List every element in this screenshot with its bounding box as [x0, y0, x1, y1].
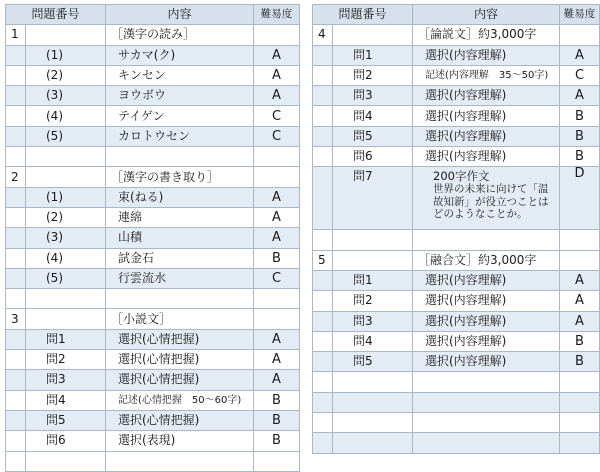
question-content: ［漢字の読み］: [106, 25, 254, 45]
difficulty-grade: B: [254, 390, 300, 410]
section-number: [6, 187, 26, 207]
question-content: [413, 167, 560, 230]
table-row: [6, 106, 300, 126]
table-row: [6, 451, 300, 471]
question-content: ［小説文］: [106, 309, 254, 329]
section-number: [313, 392, 333, 412]
question-number: 問7: [333, 167, 413, 230]
question-number: 問2: [333, 65, 413, 85]
difficulty-grade: A: [560, 291, 600, 311]
table-row: [313, 126, 600, 146]
question-content: 束(ねる): [106, 187, 254, 207]
section-number: [313, 331, 333, 351]
question-number: (4): [26, 106, 106, 126]
question-number: (2): [26, 207, 106, 227]
difficulty-grade: A: [254, 370, 300, 390]
table-row: [6, 350, 300, 370]
header-content: 内容: [106, 5, 254, 25]
section-number: [313, 86, 333, 106]
section-number: [313, 106, 333, 126]
section-number: [313, 147, 333, 167]
difficulty-grade: A: [254, 207, 300, 227]
section-number: [6, 228, 26, 248]
difficulty-grade: B: [560, 126, 600, 146]
table-row: [313, 230, 600, 250]
section-number: [6, 147, 26, 167]
header-question-number: 問題番号: [6, 5, 106, 25]
section-number: [6, 45, 26, 65]
header-content: 内容: [413, 5, 560, 25]
question-number: (5): [26, 268, 106, 288]
table-row: [6, 410, 300, 430]
header-question-number: 問題番号: [313, 5, 413, 25]
table-row: [313, 311, 600, 331]
question-number: [333, 230, 413, 250]
table-row: [313, 433, 600, 453]
question-number: 問4: [333, 331, 413, 351]
difficulty-grade: [254, 147, 300, 167]
section-number: [6, 350, 26, 370]
question-number: 問5: [26, 410, 106, 430]
difficulty-grade: B: [560, 331, 600, 351]
section-number: [313, 372, 333, 392]
difficulty-grade: B: [254, 410, 300, 430]
question-number: [333, 433, 413, 453]
question-number: 問1: [333, 270, 413, 290]
question-number: (2): [26, 65, 106, 85]
table-row: [313, 25, 600, 45]
table-row: [6, 370, 300, 390]
table-row: [6, 65, 300, 85]
difficulty-grade: [560, 433, 600, 453]
difficulty-grade: [560, 413, 600, 433]
question-content: 記述(内容理解 35～50字): [413, 65, 560, 85]
difficulty-grade: B: [560, 106, 600, 126]
section-number: [6, 268, 26, 288]
table-row: [313, 147, 600, 167]
question-content: 選択(心情把握): [106, 350, 254, 370]
question-content: 選択(内容理解): [413, 270, 560, 290]
question-number: 問6: [26, 431, 106, 451]
difficulty-grade: [560, 372, 600, 392]
table-row: [313, 372, 600, 392]
question-content: 選択(内容理解): [413, 126, 560, 146]
question-number: [26, 147, 106, 167]
right-table-body: [313, 25, 600, 453]
question-content: 選択(内容理解): [413, 147, 560, 167]
section-number: [313, 270, 333, 290]
table-row: [313, 167, 600, 230]
table-row: [6, 25, 300, 45]
question-number: 問1: [333, 45, 413, 65]
difficulty-grade: B: [560, 147, 600, 167]
question-content: 行雲流水: [106, 268, 254, 288]
table-row: [313, 413, 600, 433]
table-row: [313, 270, 600, 290]
question-number: (4): [26, 248, 106, 268]
section-number: [6, 248, 26, 268]
section-number: 2: [6, 167, 26, 187]
table-row: [313, 45, 600, 65]
section-number: [6, 431, 26, 451]
difficulty-grade: C: [254, 268, 300, 288]
question-number: 問3: [333, 86, 413, 106]
section-number: [6, 329, 26, 349]
question-content: 選択(内容理解): [413, 352, 560, 372]
section-number: [313, 291, 333, 311]
difficulty-grade: D: [560, 167, 600, 230]
question-content: [413, 413, 560, 433]
section-number: [313, 413, 333, 433]
difficulty-grade: A: [254, 350, 300, 370]
question-content: 選択(心情把握): [106, 410, 254, 430]
difficulty-grade: [254, 167, 300, 187]
question-number: 問6: [333, 147, 413, 167]
section-number: [6, 410, 26, 430]
difficulty-grade: A: [254, 65, 300, 85]
difficulty-grade: A: [254, 329, 300, 349]
table-row: [313, 106, 600, 126]
question-content: [106, 147, 254, 167]
question-number: [333, 392, 413, 412]
question-number: [333, 372, 413, 392]
question-content: ヨウボウ: [106, 86, 254, 106]
table-row: [6, 45, 300, 65]
section-number: [313, 45, 333, 65]
section-number: [6, 289, 26, 309]
question-content: 選択(内容理解): [413, 331, 560, 351]
question-content: ［論説文］約3,000字: [413, 25, 560, 45]
difficulty-grade: [560, 25, 600, 45]
table-row: [313, 65, 600, 85]
essay-title: 200字作文: [433, 169, 490, 184]
question-number: [333, 25, 413, 45]
section-number: [313, 126, 333, 146]
question-content: カロトウセン: [106, 126, 254, 146]
section-number: [6, 106, 26, 126]
table-row: [313, 250, 600, 270]
table-row: [313, 392, 600, 412]
difficulty-grade: [560, 392, 600, 412]
difficulty-grade: B: [254, 431, 300, 451]
table-row: [6, 390, 300, 410]
difficulty-grade: [254, 289, 300, 309]
difficulty-grade: A: [560, 270, 600, 290]
question-number: 問5: [333, 126, 413, 146]
table-row: [6, 228, 300, 248]
question-number: (3): [26, 228, 106, 248]
section-number: [6, 65, 26, 85]
section-number: 3: [6, 309, 26, 329]
question-content: 記述(心情把握 50～60字): [106, 390, 254, 410]
table-row: [6, 248, 300, 268]
table-row: [6, 147, 300, 167]
table-row: [6, 329, 300, 349]
question-content: 連綿: [106, 207, 254, 227]
section-number: [6, 126, 26, 146]
difficulty-grade: [560, 250, 600, 270]
question-content: 選択(内容理解): [413, 86, 560, 106]
question-number: 問2: [333, 291, 413, 311]
difficulty-grade: B: [560, 352, 600, 372]
left-exam-table: [5, 4, 300, 472]
difficulty-grade: [254, 451, 300, 471]
table-row: [6, 86, 300, 106]
difficulty-grade: C: [254, 126, 300, 146]
question-number: 問3: [333, 311, 413, 331]
table-row: [6, 207, 300, 227]
question-content: 選択(内容理解): [413, 106, 560, 126]
question-content: サカマ(ク): [106, 45, 254, 65]
question-content: [413, 392, 560, 412]
right-exam-table: [312, 4, 600, 454]
section-number: 5: [313, 250, 333, 270]
table-row: [6, 268, 300, 288]
essay-prompt: 世界の未来に向けて「温故知新」が役立つことはどのようなことか。: [433, 183, 549, 221]
question-content: ［融合文］約3,000字: [413, 250, 560, 270]
question-content: 山積: [106, 228, 254, 248]
question-content: [106, 451, 254, 471]
question-number: (3): [26, 86, 106, 106]
question-content: ［漢字の書き取り］: [106, 167, 254, 187]
difficulty-grade: A: [254, 86, 300, 106]
question-content: 選択(心情把握): [106, 370, 254, 390]
difficulty-grade: [560, 230, 600, 250]
difficulty-grade: C: [560, 65, 600, 85]
question-content: 選択(内容理解): [413, 291, 560, 311]
question-content: [106, 289, 254, 309]
difficulty-grade: A: [254, 187, 300, 207]
section-number: [6, 451, 26, 471]
section-number: [313, 311, 333, 331]
table-row: [6, 126, 300, 146]
question-content: キンセン: [106, 65, 254, 85]
section-number: [313, 433, 333, 453]
section-number: [6, 86, 26, 106]
question-number: 問4: [26, 390, 106, 410]
question-content: 選択(内容理解): [413, 45, 560, 65]
question-number: (1): [26, 187, 106, 207]
question-number: (1): [26, 45, 106, 65]
table-row: [313, 86, 600, 106]
difficulty-grade: A: [560, 311, 600, 331]
section-number: [313, 167, 333, 230]
question-content: 選択(心情把握): [106, 329, 254, 349]
table-row: [6, 289, 300, 309]
table-row: [6, 431, 300, 451]
left-table-body: [6, 25, 300, 472]
question-content: [413, 230, 560, 250]
header-difficulty: 難易度: [254, 5, 300, 25]
question-number: 問1: [26, 329, 106, 349]
difficulty-grade: A: [560, 45, 600, 65]
question-content: テイゲン: [106, 106, 254, 126]
question-content: 選択(内容理解): [413, 311, 560, 331]
difficulty-grade: C: [254, 106, 300, 126]
section-number: [313, 352, 333, 372]
section-number: [313, 230, 333, 250]
question-number: [26, 309, 106, 329]
difficulty-grade: A: [254, 228, 300, 248]
question-number: 問2: [26, 350, 106, 370]
question-content: 試金石: [106, 248, 254, 268]
question-content: [413, 433, 560, 453]
table-row: [6, 167, 300, 187]
question-number: [333, 413, 413, 433]
table-row: [313, 331, 600, 351]
table-row: [6, 187, 300, 207]
question-number: [26, 25, 106, 45]
difficulty-grade: A: [254, 45, 300, 65]
difficulty-grade: [254, 309, 300, 329]
question-content: 選択(表現): [106, 431, 254, 451]
difficulty-grade: [254, 25, 300, 45]
table-row: [313, 352, 600, 372]
table-row: [6, 309, 300, 329]
section-number: [6, 370, 26, 390]
question-content: [413, 372, 560, 392]
difficulty-grade: B: [254, 248, 300, 268]
section-number: 1: [6, 25, 26, 45]
question-number: [26, 451, 106, 471]
question-number: (5): [26, 126, 106, 146]
question-number: 問3: [26, 370, 106, 390]
section-number: [6, 390, 26, 410]
section-number: [6, 207, 26, 227]
question-number: 問4: [333, 106, 413, 126]
difficulty-grade: A: [560, 86, 600, 106]
question-number: [333, 250, 413, 270]
header-difficulty: 難易度: [560, 5, 600, 25]
question-number: [26, 289, 106, 309]
section-number: 4: [313, 25, 333, 45]
table-row: [313, 291, 600, 311]
question-number: [26, 167, 106, 187]
question-number: 問5: [333, 352, 413, 372]
section-number: [313, 65, 333, 85]
